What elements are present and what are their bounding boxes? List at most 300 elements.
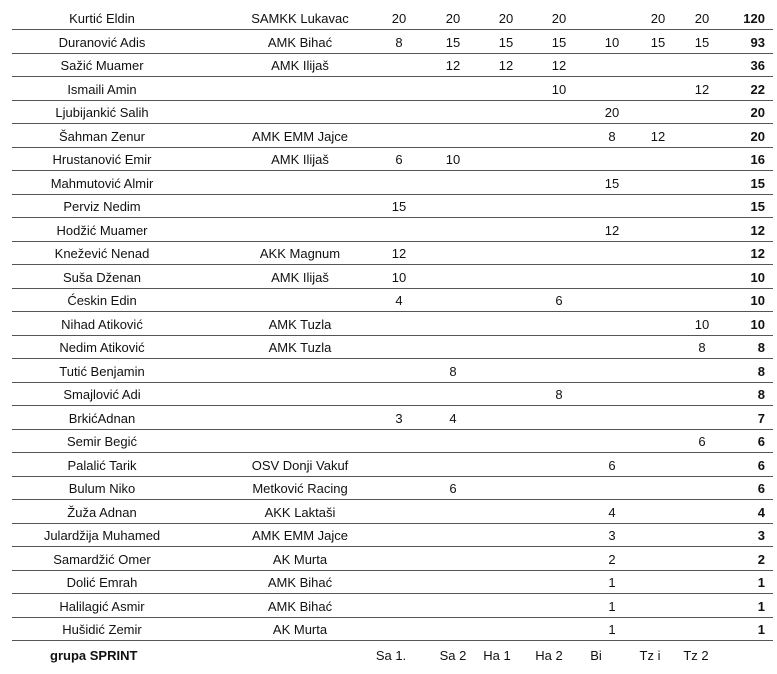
race-points [486,195,526,218]
race-points [539,548,579,571]
race-points [682,618,722,641]
group-label: grupa SPRINT [50,648,138,663]
club-name: AKK Magnum [259,246,341,261]
race-points [638,266,678,289]
total-points: 1 [757,622,765,637]
race-points [592,7,632,30]
club-name: AMK Tuzla [268,316,332,332]
total-points: 10 [750,269,765,285]
total-points: 7 [757,410,765,426]
race-points [638,571,678,594]
race-points [486,501,526,524]
driver-name: Perviz Nedim [63,199,141,214]
race-points [638,383,678,406]
race-points [486,430,526,453]
table-row [0,595,777,618]
driver-name: Ćeskin Edin [67,293,137,308]
driver-name: Šahman Zenur [59,128,145,144]
table-row [0,548,777,571]
column-header-bi: Bi [590,648,602,663]
race-points [682,195,722,218]
race-points: 15 [694,34,710,50]
race-points [433,571,473,594]
race-points: 3 [395,410,403,426]
race-points: 12 [551,58,567,73]
race-points: 8 [608,128,616,144]
race-points [433,501,473,524]
column-header-tzi: Tz i [639,648,661,663]
table-row [0,407,777,430]
club-name: AK Murta [272,622,328,637]
race-points: 15 [498,34,514,50]
driver-name: Kurtić Eldin [69,11,135,26]
race-points [433,313,473,336]
race-points [433,595,473,618]
table-row [0,289,777,312]
race-points [638,454,678,477]
total-points: 16 [750,152,765,167]
driver-name: Palalić Tarik [67,457,137,473]
race-points: 15 [445,34,461,50]
total-points: 20 [750,128,765,144]
race-points: 15 [650,34,666,50]
total-points: 12 [750,222,765,238]
race-points [638,595,678,618]
race-points [486,336,526,359]
race-points: 20 [445,11,461,26]
race-points [433,618,473,641]
column-header-sa1: Sa 1. [375,648,407,663]
race-points [638,430,678,453]
race-points: 4 [395,293,403,308]
race-points [682,289,722,312]
table-row [0,524,777,547]
race-points [379,54,419,77]
race-points [539,501,579,524]
race-points: 6 [698,434,706,449]
race-points [638,172,678,195]
table-row [0,31,777,54]
race-points: 4 [608,504,616,520]
race-points [592,195,632,218]
club-name: AKK Laktaši [264,504,336,520]
table-row [0,360,777,383]
club-name [210,101,390,124]
driver-name: Smajlović Adi [63,387,141,402]
club-name: AMK EMM Jajce [251,528,349,543]
race-points [379,125,419,148]
race-points: 8 [555,387,563,402]
club-name: Metković Racing [252,481,348,496]
total-points: 15 [750,175,765,191]
race-points [638,242,678,265]
race-points [379,78,419,101]
race-points [486,618,526,641]
table-row [0,501,777,524]
race-points [592,430,632,453]
race-points: 12 [694,81,710,97]
race-points [682,571,722,594]
race-points [379,524,419,547]
table-row [0,430,777,453]
race-points [638,313,678,336]
race-points [539,571,579,594]
race-points [682,172,722,195]
table-row [0,242,777,265]
total-points: 20 [750,105,765,120]
total-points: 6 [757,457,765,473]
race-points [592,313,632,336]
race-points [433,125,473,148]
table-row [0,618,777,641]
race-points [539,454,579,477]
driver-name: Sažić Muamer [60,58,144,73]
race-points [539,524,579,547]
race-points [379,172,419,195]
race-points [682,501,722,524]
race-points: 15 [604,175,620,191]
race-points [539,595,579,618]
race-points [638,501,678,524]
race-points [379,219,419,242]
race-points: 1 [608,575,616,590]
race-points [433,78,473,101]
table-row [0,125,777,148]
driver-name: Dolić Emrah [66,575,138,590]
driver-name: Halilagić Asmir [59,598,145,614]
race-points [638,289,678,312]
race-points [486,524,526,547]
race-points [486,78,526,101]
race-points: 20 [694,11,710,26]
total-points: 8 [757,340,765,355]
total-points: 8 [757,387,765,402]
race-points: 10 [391,269,407,285]
race-points [433,101,473,124]
total-points: 93 [750,34,765,50]
race-points [539,125,579,148]
race-points [379,101,419,124]
table-row [0,477,777,500]
driver-name: Nedim Atiković [59,340,145,355]
table-row [0,7,777,30]
race-points: 15 [551,34,567,50]
race-points [539,195,579,218]
race-points [682,266,722,289]
table-row [0,219,777,242]
driver-name: Hušidić Zemir [62,622,142,637]
club-name: AMK Bihać [267,34,333,50]
race-points [433,219,473,242]
race-points [379,477,419,500]
total-points: 6 [757,481,765,496]
race-points [486,548,526,571]
race-points [539,172,579,195]
race-points [433,242,473,265]
race-points: 12 [604,222,620,238]
race-points [638,54,678,77]
total-points: 6 [757,434,765,449]
race-points [539,148,579,171]
club-name: OSV Donji Vakuf [251,457,349,473]
table-row [0,148,777,171]
race-points [486,266,526,289]
race-points [539,336,579,359]
club-name: AMK Bihać [267,575,333,590]
total-points: 4 [757,504,765,520]
club-name [210,219,390,242]
table-row [0,454,777,477]
race-points [638,407,678,430]
race-points [592,477,632,500]
club-name: AMK EMM Jajce [251,128,349,144]
total-points: 8 [757,363,765,379]
race-points [682,54,722,77]
total-points: 15 [750,199,765,214]
race-points [433,172,473,195]
club-name [210,383,390,406]
race-points: 10 [445,152,461,167]
race-points [638,548,678,571]
race-points [682,595,722,618]
total-points: 36 [750,58,765,73]
total-points: 1 [757,575,765,590]
race-points: 6 [555,293,563,308]
race-points [592,148,632,171]
club-name: AMK Ilijaš [271,269,329,285]
race-points: 20 [604,105,620,120]
total-points: 2 [757,551,765,567]
race-points [682,148,722,171]
race-points [433,383,473,406]
race-points [638,618,678,641]
race-points [682,125,722,148]
race-points [592,54,632,77]
race-points [592,242,632,265]
table-row [0,54,777,77]
club-name [210,172,390,195]
race-points [638,219,678,242]
race-points [638,360,678,383]
column-header-tz2: Tz 2 [683,648,709,663]
race-points [682,548,722,571]
driver-name: Bulum Niko [68,481,136,496]
race-points [592,336,632,359]
driver-name: Ljubijankić Salih [55,105,149,120]
race-points: 15 [391,199,407,214]
race-points [486,313,526,336]
race-points [379,336,419,359]
race-points [592,383,632,406]
total-points: 10 [750,316,765,332]
table-row [0,78,777,101]
race-points [379,571,419,594]
club-name [210,78,390,101]
total-points: 3 [757,528,765,543]
driver-name: Julardžija Muhamed [43,528,161,543]
club-name [210,289,390,312]
race-points [682,454,722,477]
race-points [592,289,632,312]
total-points: 1 [757,598,765,614]
race-points [379,430,419,453]
driver-name: Tutić Benjamin [59,363,145,379]
driver-name: Nihad Atiković [61,316,143,332]
race-points [638,148,678,171]
race-points [379,618,419,641]
club-name: AK Murta [272,551,328,567]
club-name [210,195,390,218]
race-points [486,242,526,265]
race-points [539,477,579,500]
race-points [379,595,419,618]
race-points [638,101,678,124]
total-points: 10 [750,293,765,308]
race-points: 20 [498,11,514,26]
table-row [0,336,777,359]
driver-name: BrkićAdnan [68,410,136,426]
race-points: 12 [498,58,514,73]
race-points: 10 [551,81,567,97]
race-points: 4 [449,410,457,426]
race-points: 12 [445,58,461,73]
race-points [682,383,722,406]
race-points [486,360,526,383]
driver-name: Semir Begić [66,434,138,449]
club-name: AMK Tuzla [268,340,332,355]
race-points: 8 [449,363,457,379]
table-row [0,101,777,124]
race-points [379,548,419,571]
club-name: SAMKK Lukavac [251,11,349,26]
table-row [0,383,777,406]
race-points: 6 [395,152,403,167]
race-points [379,454,419,477]
race-points [682,360,722,383]
race-points [379,313,419,336]
race-points: 1 [608,622,616,637]
race-points [539,101,579,124]
race-points [486,477,526,500]
race-points [539,360,579,383]
race-points [433,430,473,453]
race-points: 8 [395,34,403,50]
race-points [682,101,722,124]
table-row [0,571,777,594]
race-points: 12 [650,128,666,144]
race-points [486,407,526,430]
driver-name: Žuža Adnan [67,504,137,520]
column-header-ha1: Ha 1 [483,648,511,663]
race-points: 10 [604,34,620,50]
race-points: 6 [608,457,616,473]
race-points [592,266,632,289]
race-points [592,78,632,101]
race-points [433,195,473,218]
club-name [210,407,390,430]
race-points [539,219,579,242]
table-row [0,313,777,336]
total-points: 12 [750,246,765,261]
race-points [379,383,419,406]
club-name: AMK Bihać [267,598,333,614]
race-points [682,477,722,500]
driver-name: Mahmutović Almir [50,175,154,191]
race-points: 12 [391,246,407,261]
race-points: 20 [391,11,407,26]
race-points [682,407,722,430]
race-points: 2 [608,551,616,567]
driver-name: Ismaili Amin [67,81,137,97]
race-points: 20 [551,11,567,26]
race-points [486,101,526,124]
column-header-ha2: Ha 2 [535,648,563,663]
race-points [539,242,579,265]
race-points [486,289,526,312]
driver-name: Suša Dženan [62,269,142,285]
race-points [638,195,678,218]
race-points [433,336,473,359]
race-points [682,219,722,242]
race-points: 6 [449,481,457,496]
race-points: 8 [698,340,706,355]
total-points: 120 [743,11,765,26]
total-points: 22 [750,81,765,97]
race-points [486,125,526,148]
race-points [638,336,678,359]
race-points [682,242,722,265]
driver-name: Samardžić Omer [53,551,151,567]
race-points [379,501,419,524]
race-points [486,571,526,594]
race-points [539,266,579,289]
race-points [486,148,526,171]
race-points [486,454,526,477]
race-points [539,618,579,641]
race-points: 20 [650,11,666,26]
race-points [682,524,722,547]
column-header-sa2: Sa 2 [439,648,467,663]
race-points [539,313,579,336]
club-name: AMK Ilijaš [271,58,329,73]
race-points [433,548,473,571]
race-points: 10 [694,316,710,332]
table-row [0,266,777,289]
race-points [486,172,526,195]
driver-name: Duranović Adis [58,34,146,50]
race-points [433,454,473,477]
race-points [638,524,678,547]
race-points [592,407,632,430]
race-points [486,595,526,618]
race-points [379,360,419,383]
driver-name: Hodžić Muamer [56,222,148,238]
race-points [539,407,579,430]
race-points [539,430,579,453]
race-points [486,383,526,406]
race-points: 3 [608,528,616,543]
club-name [210,430,390,453]
club-name [210,360,390,383]
race-points [433,266,473,289]
race-points [433,289,473,312]
table-row [0,195,777,218]
table-row [0,172,777,195]
driver-name: Knežević Nenad [54,246,150,261]
column-header-row [0,646,777,666]
race-points [638,477,678,500]
race-points [486,219,526,242]
